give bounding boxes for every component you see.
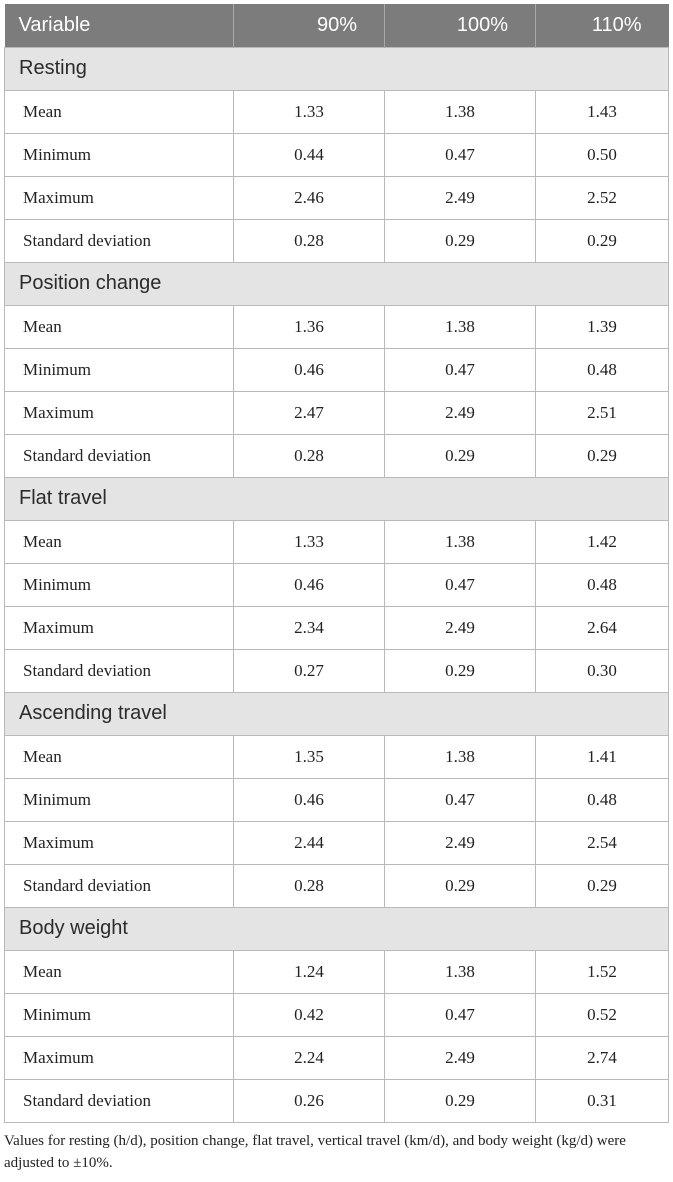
row-label: Standard deviation [5,219,234,262]
row-label: Minimum [5,993,234,1036]
cell-110: 0.52 [536,993,669,1036]
header-100: 100% [385,4,536,47]
row-label: Maximum [5,606,234,649]
sensitivity-table [4,4,669,1123]
table-row [5,133,669,176]
cell-110: 0.29 [536,864,669,907]
table-row [5,864,669,907]
cell-110: 2.74 [536,1036,669,1079]
cell-100: 0.47 [385,133,536,176]
cell-100: 1.38 [385,950,536,993]
cell-90: 1.24 [234,950,385,993]
row-label: Standard deviation [5,864,234,907]
table-row [5,993,669,1036]
cell-110: 0.48 [536,778,669,821]
row-label: Mean [5,950,234,993]
cell-100: 1.38 [385,520,536,563]
cell-100: 1.38 [385,90,536,133]
cell-110: 1.39 [536,305,669,348]
cell-110: 0.29 [536,219,669,262]
cell-90: 1.36 [234,305,385,348]
table-row [5,606,669,649]
section-row [5,47,669,90]
cell-110: 0.48 [536,563,669,606]
header-90: 90% [234,4,385,47]
row-label: Mean [5,305,234,348]
cell-100: 0.47 [385,563,536,606]
cell-100: 2.49 [385,176,536,219]
cell-90: 0.28 [234,434,385,477]
table-row [5,1036,669,1079]
cell-110: 1.42 [536,520,669,563]
table-footnote: Values for resting (h/d), position change, flat travel, vertical travel (km/d), and body weight (kg/d) were adjusted to ±10%. [4,1133,626,1171]
cell-100: 2.49 [385,821,536,864]
table-container [4,4,668,1123]
cell-90: 2.47 [234,391,385,434]
table-row [5,90,669,133]
row-label: Mean [5,520,234,563]
cell-90: 1.33 [234,90,385,133]
table-row [5,219,669,262]
cell-100: 0.29 [385,1079,536,1122]
row-label: Mean [5,735,234,778]
section-title: Body weight [5,907,669,950]
row-label: Minimum [5,348,234,391]
row-label: Minimum [5,563,234,606]
cell-90: 2.46 [234,176,385,219]
cell-90: 0.27 [234,649,385,692]
row-label: Standard deviation [5,649,234,692]
table-row [5,391,669,434]
cell-100: 0.29 [385,434,536,477]
cell-110: 0.29 [536,434,669,477]
cell-90: 0.44 [234,133,385,176]
table-header [5,4,669,47]
cell-90: 0.46 [234,778,385,821]
row-label: Minimum [5,778,234,821]
cell-100: 0.47 [385,993,536,1036]
cell-90: 0.46 [234,348,385,391]
cell-90: 1.35 [234,735,385,778]
cell-110: 0.31 [536,1079,669,1122]
table-row [5,563,669,606]
table-row [5,950,669,993]
section-row [5,692,669,735]
cell-90: 0.42 [234,993,385,1036]
cell-110: 0.30 [536,649,669,692]
row-label: Maximum [5,821,234,864]
table-row [5,1079,669,1122]
cell-110: 0.48 [536,348,669,391]
section-row [5,262,669,305]
table-body [5,47,669,1122]
cell-90: 2.34 [234,606,385,649]
cell-90: 0.26 [234,1079,385,1122]
cell-100: 1.38 [385,735,536,778]
cell-100: 2.49 [385,391,536,434]
header-row [5,4,669,47]
cell-110: 2.51 [536,391,669,434]
row-label: Minimum [5,133,234,176]
section-title: Ascending travel [5,692,669,735]
section-title: Resting [5,47,669,90]
cell-90: 0.46 [234,563,385,606]
cell-100: 2.49 [385,606,536,649]
header-variable: Variable [5,4,234,47]
cell-110: 2.54 [536,821,669,864]
cell-90: 2.24 [234,1036,385,1079]
cell-100: 0.29 [385,649,536,692]
table-row [5,778,669,821]
table-row [5,821,669,864]
table-row [5,520,669,563]
table-row [5,176,669,219]
cell-100: 0.29 [385,864,536,907]
cell-100: 2.49 [385,1036,536,1079]
cell-90: 2.44 [234,821,385,864]
cell-110: 2.64 [536,606,669,649]
row-label: Maximum [5,176,234,219]
section-row [5,907,669,950]
cell-110: 2.52 [536,176,669,219]
cell-100: 0.47 [385,348,536,391]
cell-110: 1.52 [536,950,669,993]
row-label: Mean [5,90,234,133]
section-title: Position change [5,262,669,305]
cell-110: 1.41 [536,735,669,778]
section-row [5,477,669,520]
cell-110: 0.50 [536,133,669,176]
cell-100: 0.47 [385,778,536,821]
cell-90: 0.28 [234,864,385,907]
table-row [5,735,669,778]
cell-90: 0.28 [234,219,385,262]
header-110: 110% [536,4,669,47]
section-title: Flat travel [5,477,669,520]
table-row [5,434,669,477]
cell-100: 1.38 [385,305,536,348]
row-label: Maximum [5,391,234,434]
row-label: Maximum [5,1036,234,1079]
row-label: Standard deviation [5,434,234,477]
cell-100: 0.29 [385,219,536,262]
cell-90: 1.33 [234,520,385,563]
table-row [5,348,669,391]
table-row [5,305,669,348]
row-label: Standard deviation [5,1079,234,1122]
cell-110: 1.43 [536,90,669,133]
table-row [5,649,669,692]
